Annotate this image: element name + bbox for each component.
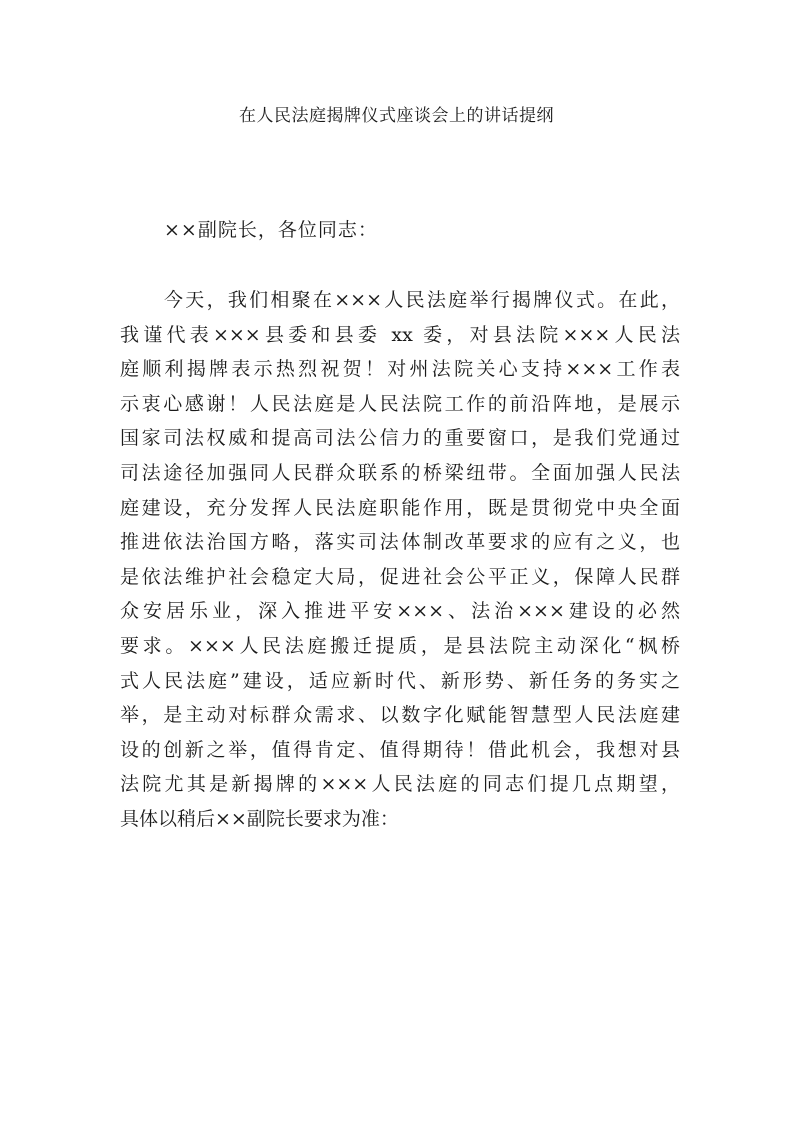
paragraph-line: 推进依法治国方略，落实司法体制改革要求的应有之义，也	[120, 531, 680, 554]
paragraph-line: 式人民法庭”建设，适应新时代、新形势、新任务的务实之	[120, 669, 680, 692]
paragraph-line: 今天，我们相聚在×××人民法庭举行揭牌仪式。在此，	[164, 289, 680, 311]
paragraph-line: 法院尤其是新揭牌的×××人民法庭的同志们提几点期望，	[120, 773, 680, 796]
paragraph-line: 国家司法权威和提高司法公信力的重要窗口，是我们党通过	[120, 427, 680, 450]
paragraph-line: 举，是主动对标群众需求、以数字化赋能智慧型人民法庭建	[120, 704, 680, 727]
paragraph-line: 是依法维护社会稳定大局，促进社会公平正义，保障人民群	[120, 565, 680, 588]
paragraph-line: 设的创新之举，值得肯定、值得期待！借此机会，我想对县	[120, 738, 680, 761]
salutation: ××副院长，各位同志：	[164, 219, 378, 241]
paragraph-line: 示衷心感谢！人民法庭是人民法院工作的前沿阵地，是展示	[120, 392, 680, 415]
paragraph-line: 司法途径加强同人民群众联系的桥梁纽带。全面加强人民法	[120, 461, 680, 484]
body-paragraph	[120, 283, 680, 837]
paragraph-line: 我谨代表×××县委和县委 xx 委，对县法院×××人民法	[120, 323, 680, 346]
paragraph-line: 庭顺利揭牌表示热烈祝贺！对州法院关心支持×××工作表	[120, 358, 680, 381]
paragraph-line: 庭建设，充分发挥人民法庭职能作用，既是贯彻党中央全面	[120, 496, 680, 519]
paragraph-line: 要求。×××人民法庭搬迁提质，是县法院主动深化“枫桥	[120, 634, 680, 657]
paragraph-line: 众安居乐业，深入推进平安×××、法治×××建设的必然	[120, 600, 680, 623]
document-title: 在人民法庭揭牌仪式座谈会上的讲话提纲	[239, 106, 554, 126]
paragraph-line: 具体以稍后××副院长要求为准：	[120, 807, 399, 830]
